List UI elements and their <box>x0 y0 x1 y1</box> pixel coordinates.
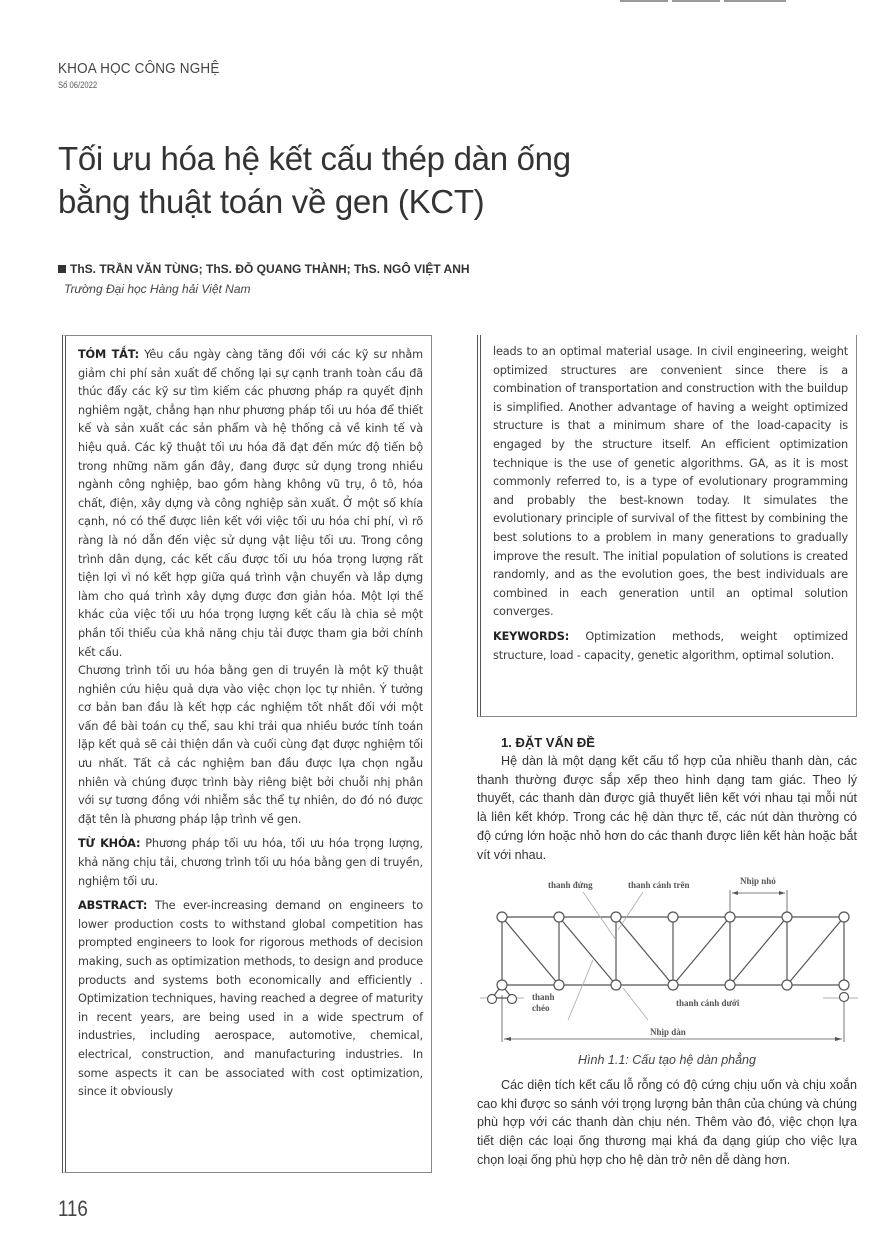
label-diagonal-2: chéo <box>532 1003 550 1013</box>
affiliation: Trường Đại học Hàng hải Việt Nam <box>64 282 251 296</box>
tukhoa-label: TỪ KHÓA: <box>78 837 141 851</box>
abstract-box-right <box>477 335 857 717</box>
body-paragraph-2: Các diện tích kết cấu lỗ rỗng có độ cứng chịu uốn và chịu xoắn cao khi được so sánh với trọng lượng bản thân của chúng và chúng phù hợp với các thanh dàn chịu nén. Thêm vào đó, việc chọn lựa tiết diện các loại ống thương mại khá đa dạng giúp cho việc lựa chọn loại ống phù hợp cho hệ dàn trở nên dễ dàng hơn. <box>477 1078 857 1167</box>
label-top-chord: thanh cánh trên <box>628 880 690 890</box>
abstract-continuation: leads to an optimal material usage. In civil engineering, weight optimized structures are convenient since there is a combination of transportation and construction with the buildup is simplified. Another advantage of having a weight optimized structure is that a minimum share of the load-capacity is engaged by the structure itself. An efficient optimization technique is the use of genetic algorithms. GA, as it is most commonly referred to, is a type of evolutionary programming and probably the best-known today. It simulates the evolutionary principle of survival of the fittest by combining the best solutions to a problem in many generations to gradually improve the result. The initial population of solutions is created randomly, and as the evolution goes, the best individuals are combined in each generation until an optimal solution converges. <box>493 345 848 619</box>
section-heading: 1. ĐẶT VẤN ĐỀ <box>501 735 595 750</box>
tomtat-label: TÓM TẮT: <box>78 348 140 361</box>
figure-caption: Hình 1.1: Cấu tạo hệ dàn phẳng <box>578 1053 756 1067</box>
abstract-paragraph: ABSTRACT: The ever-increasing demand on engineers to lower production costs to withstand global competition has prompted engineers to look for rigorous methods of decision making, such as optimization methods, to design and produce products and systems both economically and efficiently . Optimization techniques, having reached a degree of maturity in recent years, are being used in a wide spectrum of industries, including aerospace, automotive, chemical, electrical, construction, and manufacturing industries. In some aspects it can be associated with cost optimization, since it obviously <box>78 899 423 1099</box>
truss-diagram-icon <box>478 870 858 1050</box>
label-vertical-member: thanh đứng <box>548 880 593 890</box>
page-edge-mark <box>672 0 720 2</box>
keywords-label: KEYWORDS: <box>493 629 570 643</box>
issue-number: Số 06/2022 <box>58 80 98 90</box>
article-title: Tối ưu hóa hệ kết cấu thép dàn ống bằng thuật toán về gen (KCT) <box>58 140 571 220</box>
tomtat-paragraph: TÓM TẮT: Yêu cầu ngày càng tăng đối với các kỹ sư nhằm giảm chi phí sản xuất để chống lại sự cạnh tranh toàn cầu đã thúc đẩy các kỹ sư tìm kiếm các phương pháp ra quyết định nghiêm ngặt, chẳng hạn như phương pháp tối ưu hóa để thiết kế và sản xuất các sản phẩm và hệ thống cả về kinh tế và hiệu quả. Các kỹ thuật tối ưu hóa đã đạt đến mức độ tiến bộ trong những năm gần đây, đang được sử dụng trong nhiều ngành công nghiệp, bao gồm hàng không vũ trụ, ô tô, hóa chất, điện, xây dựng và công nghiệp sản xuất. Ở một số khía cạnh, nó có thể được liên kết với việc tối ưu hóa chi phí, vì rõ ràng là nó dẫn đến việc sử dụng vật liệu tối ưu. Trong công trình dân dụng, các kết cấu được tối ưu hóa trọng lượng rất tiện lợi vì nó kết hợp giữa quá trình vận chuyển và lắp dựng làm cho quá trình xây dựng được đơn giản hóa. Một lợi thế khác của việc tối ưu hóa trọng lượng kết cấu là chia sẻ một phần tối thiểu của khả năng chịu tải được tham gia bởi chính kết cấu. <box>78 348 424 659</box>
abstract-label: ABSTRACT: <box>78 899 148 913</box>
tukhoa-paragraph: TỪ KHÓA: Phương pháp tối ưu hóa, tối ưu hóa trọng lượng, khả năng chịu tải, chương trình tối ưu hóa bằng gen di truyền, nghiệm tối ưu. <box>78 837 423 888</box>
journal-section-label: KHOA HỌC CÔNG NGHỆ <box>58 60 220 77</box>
truss-figure <box>478 870 858 1050</box>
page-edge-mark <box>620 0 668 2</box>
label-small-span: Nhịp nhỏ <box>740 876 776 886</box>
label-bottom-chord: thanh cánh dưới <box>676 998 740 1008</box>
page-edge-mark <box>724 0 786 2</box>
abstract-box-left <box>62 335 432 1173</box>
body-paragraph-1: Hệ dàn là một dạng kết cấu tổ hợp của nhiều thanh dàn, các thanh thường được sắp xếp theo hình dạng tam giác. Theo lý thuyết, các thanh dàn được giả thuyết liên kết với nhau tại mỗi nút là liên kết khớp. Trong các hệ dàn thực tế, các nút dàn thường có độ cứng lớn hoặc nhỏ hơn do các thanh được liên kết hàn hoặc bắt vít với nhau. <box>477 754 857 862</box>
bullet-square-icon <box>58 265 66 273</box>
page-number: 116 <box>58 1196 88 1221</box>
label-span: Nhịp dàn <box>650 1027 686 1037</box>
keywords-paragraph: KEYWORDS: Optimization methods, weight optimized structure, load - capacity, genetic algorithm, optimal solution. <box>493 629 848 662</box>
tomtat-paragraph-2: Chương trình tối ưu hóa bằng gen di truyền là một kỹ thuật nghiên cứu hiệu quả dựa vào việc chọn lọc tự nhiên. Ý tưởng cơ bản ban đầu là kết hợp các nghiệm tốt nhất đối với một vấn đề bài toán cụ thể, sau khi trải qua nhiều bước tính toán lặp kết quả sẽ cải thiện dần và cuối cùng đạt được nghiệm tối ưu nhất. Tất cả các nghiệm ban đầu được lựa chọn ngẫu nhiên và chúng được trình bày riêng biệt bởi chuỗi nhị phân với sự tương đồng với nhiễm sắc thể tự nhiên, do đó nó được đặt tên là phương pháp lập trình về gen. <box>78 664 423 826</box>
authors: ThS. TRẦN VĂN TÙNG; ThS. ĐỖ QUANG THÀNH; ThS. NGÔ VIỆT ANH <box>70 262 470 276</box>
author-line <box>58 262 470 276</box>
label-diagonal-1: thanh <box>532 992 555 1002</box>
